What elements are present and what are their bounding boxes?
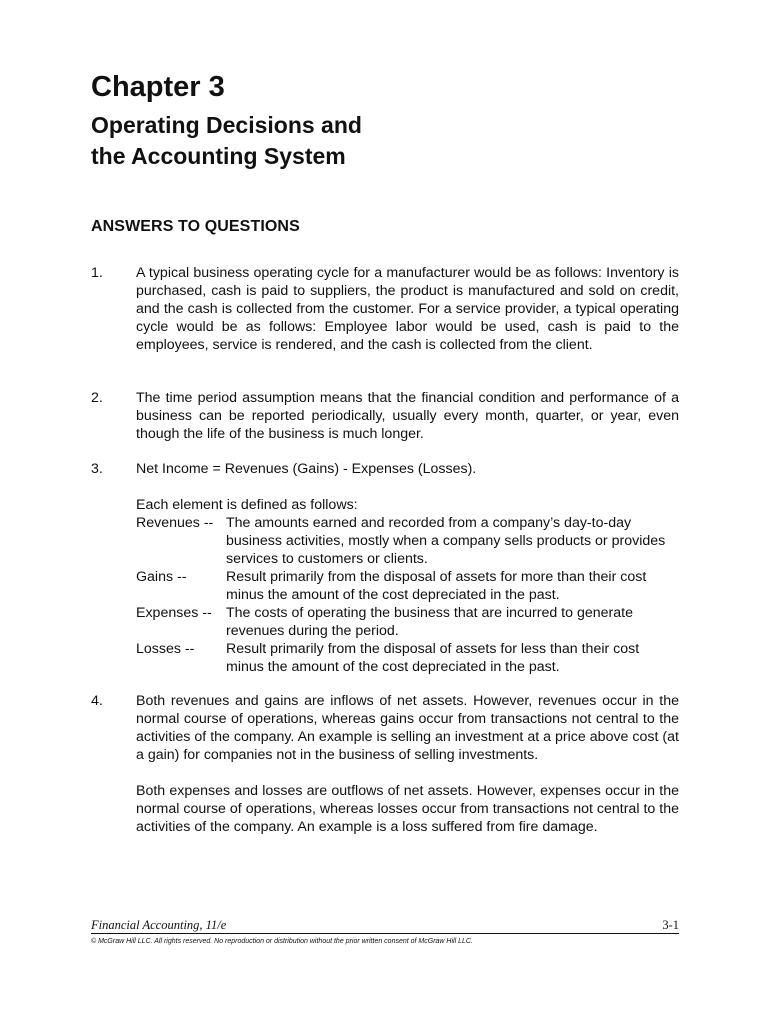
chapter-title (91, 110, 362, 172)
question-number: 1. (91, 265, 103, 281)
net-income-formula: Net Income = Revenues (Gains) - Expenses (Losses). (136, 461, 477, 477)
footer-rule (91, 918, 679, 934)
chapter-title-line-1: Operating Decisions and (91, 112, 362, 138)
question-answer-paragraph-2: Both expenses and losses are outflows of net assets. However, expenses occur in the normal course of operations, whereas losses occur from transactions not central to the activities of the company. An example is a loss suffered from fire damage. (136, 783, 679, 835)
question-2 (91, 389, 679, 443)
section-heading: ANSWERS TO QUESTIONS (91, 218, 300, 235)
question-4 (91, 692, 679, 836)
page-footer (91, 918, 679, 946)
definitions-intro: Each element is defined as follows: (136, 497, 358, 513)
definition-term: Expenses -- (136, 605, 212, 621)
question-number: 4. (91, 693, 103, 709)
definition-gains (136, 568, 679, 604)
definition-description: The costs of operating the business that are incurred to generate revenues during the period. (226, 605, 633, 639)
question-answer (136, 692, 679, 836)
question-answer-paragraph-1: Both revenues and gains are inflows of net assets. However, revenues occur in the normal course of operations, whereas gains occur from transactions not central to the activities of the company. An example is selling an investment at a price above cost (at a gain) for companies not in the business of selling investments. (136, 693, 679, 763)
definition-losses (136, 640, 679, 676)
footer-book-title: Financial Accounting, 11/e (91, 918, 227, 932)
question-answer: The time period assumption means that the financial condition and performance of a business can be reported periodically, usually every month, quarter, or year, even though the life of the business is much longer. (136, 390, 679, 442)
definition-description: The amounts earned and recorded from a company’s day-to-day business activities, mostly when a company sells products or provides services to customers or clients. (226, 515, 666, 567)
definition-description: Result primarily from the disposal of assets for less than their cost minus the amount of the cost depreciated in the past. (226, 641, 640, 675)
question-1 (91, 264, 679, 354)
definition-term: Losses -- (136, 641, 195, 657)
chapter-title-line-2: the Accounting System (91, 143, 346, 169)
page-number: 3-1 (662, 918, 679, 932)
question-3 (91, 460, 679, 676)
question-number: 3. (91, 461, 103, 477)
question-number: 2. (91, 390, 103, 406)
definition-term: Gains -- (136, 569, 187, 585)
definition-expenses (136, 604, 679, 640)
definition-revenues (136, 514, 679, 568)
question-answer (136, 460, 679, 676)
definition-description: Result primarily from the disposal of assets for more than their cost minus the amount of the cost depreciated in the past. (226, 569, 647, 603)
question-answer: A typical business operating cycle for a manufacturer would be as follows: Inventory is purchased, cash is paid to suppliers, the product is manufactured and sold on credit, and the cash is collected from the customer. For a service provider, a typical operating cycle would be as follows: Employee labor would be used, cash is paid to the employees, service is rendered, and the cash is collected from the client. (136, 265, 679, 353)
copyright-notice: © McGraw Hill LLC. All rights reserved. No reproduction or distribution without the prior written consent of McGraw Hill LLC. (91, 938, 473, 945)
chapter-number: Chapter 3 (91, 71, 225, 103)
definition-term: Revenues -- (136, 515, 214, 531)
